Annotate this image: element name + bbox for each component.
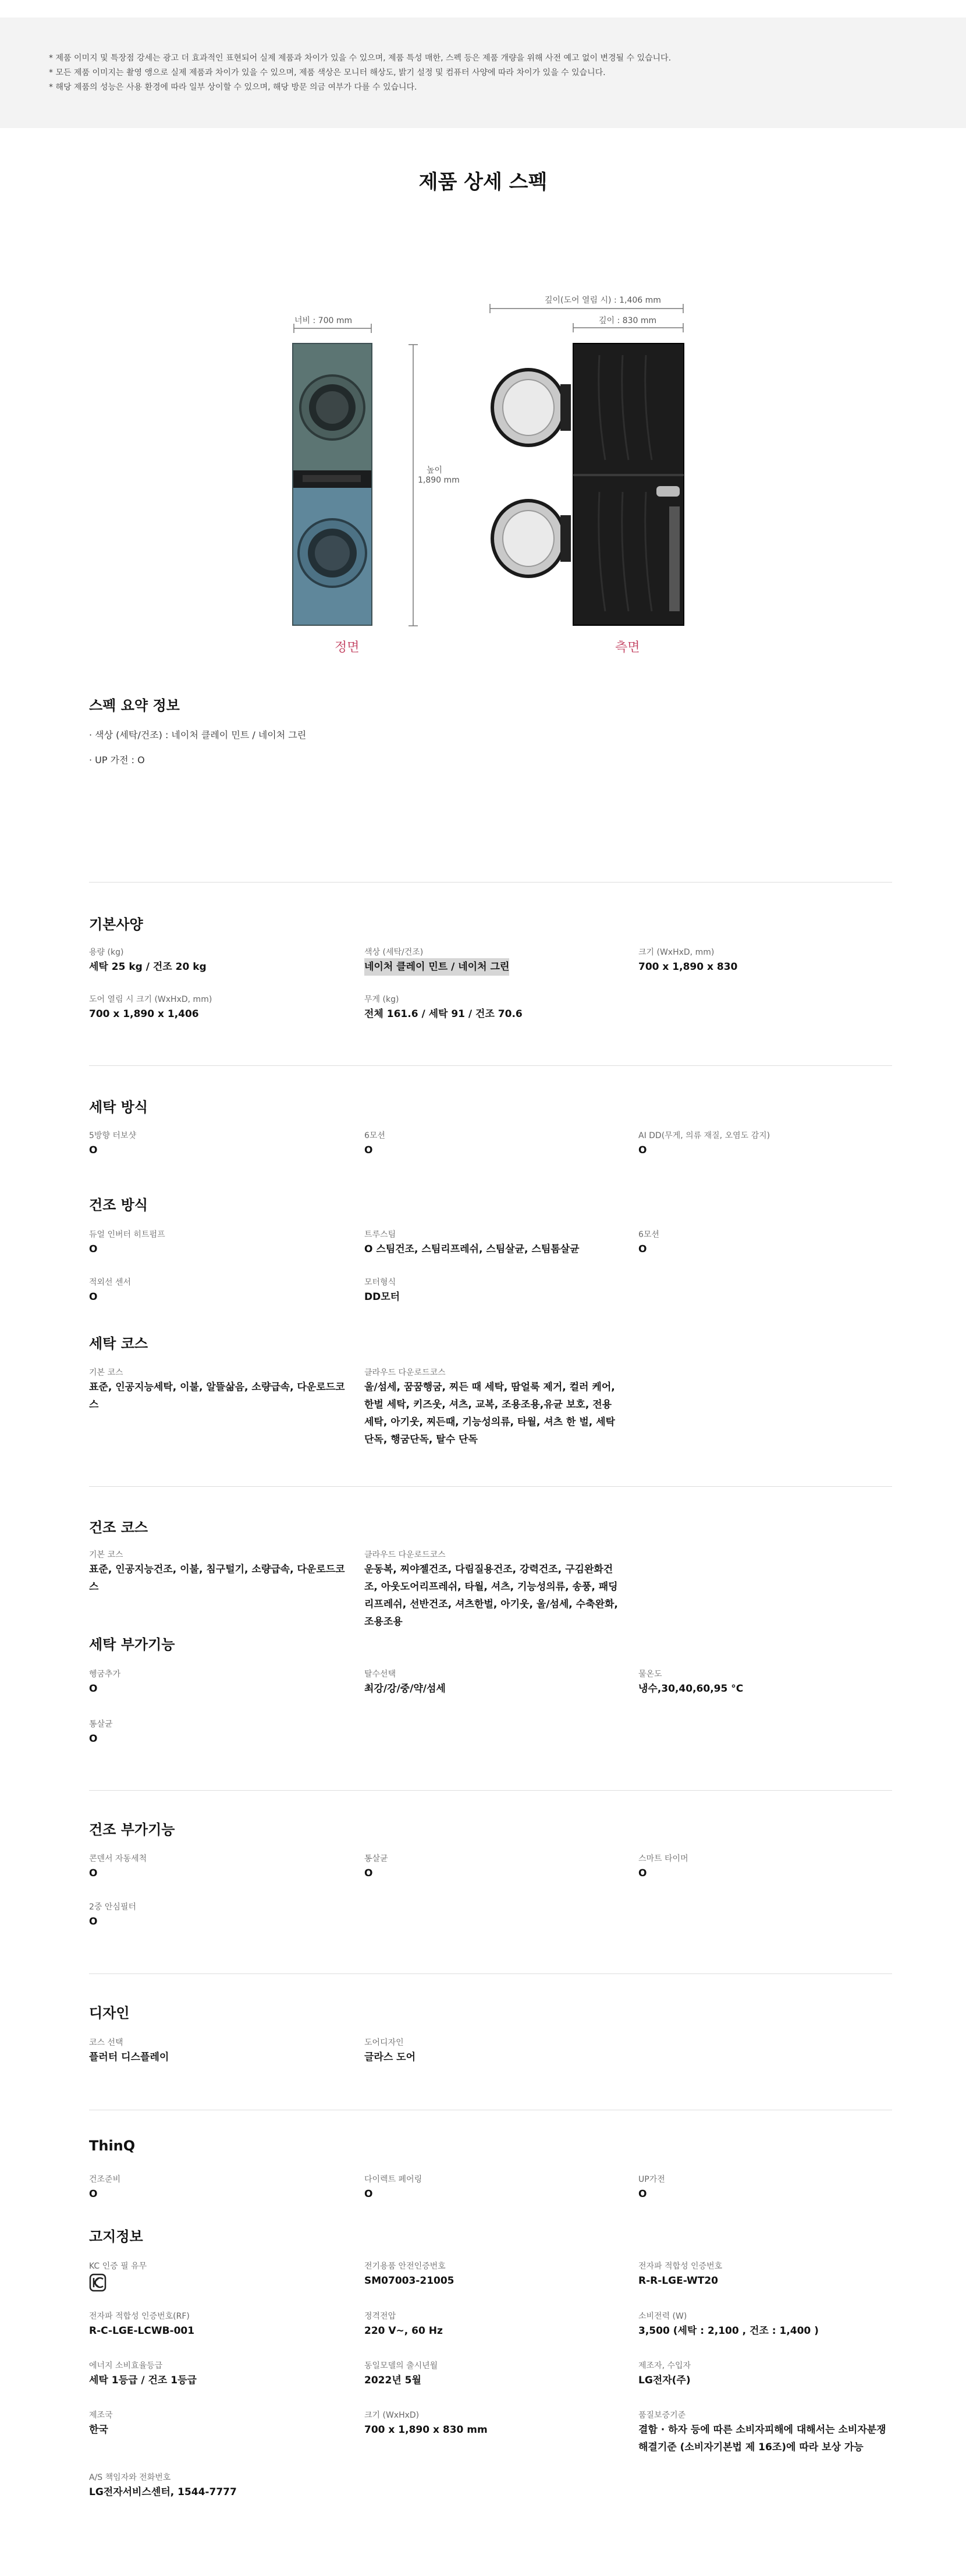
section-title-dry-method: 건조 방식: [89, 1197, 148, 1213]
spec-value: 최강/강/중/약/섬세: [364, 1683, 446, 1695]
section-title-basic-spec: 기본사양: [89, 916, 143, 933]
section-title-notice-info: 고지정보: [89, 2228, 143, 2245]
spec-value: R-C-LGE-LCWB-001: [89, 2325, 195, 2337]
spec-value: 글라스 도어: [364, 2051, 416, 2063]
spec-value: 세탁 25 kg / 건조 20 kg: [89, 961, 207, 973]
spec-label: 클라우드 다운로드코스: [364, 1550, 446, 1560]
spec-label: 스마트 타이머: [638, 1854, 688, 1863]
section-title-wash-method: 세탁 방식: [89, 1099, 148, 1115]
spec-label: 다이렉트 페어링: [364, 2175, 422, 2184]
spec-label: 품질보증기준: [638, 2411, 686, 2420]
spec-label: A/S 책임자와 전화번호: [89, 2473, 171, 2482]
spec-label: 용량 (kg): [89, 948, 124, 957]
height-dimension-value: 1,890 mm: [418, 476, 460, 485]
notice-line: * 해당 제품의 성능은 사용 환경에 따라 일부 상이할 수 있으며, 해당 방문 의금 여부가 다를 수 있습니다.: [49, 83, 417, 92]
section-title-dry-course: 건조 코스: [89, 1519, 148, 1536]
spec-value: 플러터 디스플레이: [89, 2051, 169, 2063]
spec-value: DD모터: [364, 1291, 400, 1303]
spec-value: 운동복, 찌야젤건조, 다림질용건조, 강력건조, 구김완화건조, 아웃도어리프레쉬, 타월, 셔츠, 기능성의류, 송풍, 패딩리프레쉬, 선반건조, 셔츠한벌, 아기웃, 울/섬세, 수축완화, 조용조용: [364, 1564, 618, 1628]
spec-label: 무게 (kg): [364, 995, 399, 1004]
spec-value: O: [89, 1243, 98, 1255]
open-door-bottom: [492, 501, 571, 576]
section-title-wash-extra: 세탁 부가기능: [89, 1636, 175, 1653]
notice-line: * 모든 제품 이미지는 촬영 앵으로 실제 제품과 차이가 있을 수 있으며, 제품 색상은 모니터 해상도, 밝기 설정 및 컴퓨터 사양에 따라 차이가 있을 수 있습니다.: [49, 68, 606, 77]
spec-label: 2중 안심필터: [89, 1902, 136, 1912]
spec-label: 탈수선택: [364, 1670, 396, 1679]
open-door-top: [492, 370, 571, 445]
spec-value-highlighted: 네이처 클레이 민트 / 네이처 그린: [364, 958, 509, 976]
spec-value: 700 x 1,890 x 830 mm: [364, 2424, 488, 2436]
depth-dimension-label: 깊이 : 830 mm: [599, 316, 657, 325]
spec-value: 700 x 1,890 x 1,406: [89, 1008, 199, 1020]
summary-item: · 색상 (세탁/건조) : 네이처 클레이 민트 / 네이처 그린: [89, 729, 307, 740]
spec-value: O: [89, 1733, 98, 1745]
page-title: 제품 상세 스펙: [418, 171, 548, 194]
side-view-label: 측면: [615, 640, 640, 655]
spec-label: 전자파 적합성 인증번호: [638, 2262, 723, 2271]
spec-label: 물온도: [638, 1670, 662, 1679]
spec-label: KC 인증 필 유무: [89, 2262, 147, 2271]
spec-label: 클라우드 다운로드코스: [364, 1368, 446, 1377]
section-divider: [89, 882, 892, 883]
product-dimension-figure: [0, 274, 966, 669]
front-view-product: [293, 343, 372, 625]
spec-value: 표준, 인공지능건조, 이불, 침구털기, 소량급속, 다운로드코스: [89, 1564, 345, 1593]
spec-label: 크기 (WxHxD, mm): [638, 948, 715, 957]
summary-title: 스펙 요약 정보: [89, 697, 180, 714]
spec-value: 700 x 1,890 x 830: [638, 961, 738, 973]
spec-label: 통살균: [364, 1854, 388, 1863]
spec-value: O: [89, 1683, 98, 1695]
spec-value: 냉수,30,40,60,95 °C: [638, 1683, 744, 1695]
spec-value: 2022년 5월: [364, 2375, 421, 2386]
spec-value: 세탁 1등급 / 건조 1등급: [89, 2375, 197, 2386]
spec-value: O: [89, 2188, 98, 2200]
section-title-design: 디자인: [89, 2005, 130, 2021]
spec-value: O: [638, 1868, 647, 1879]
spec-label: 트루스팀: [364, 1230, 396, 1239]
spec-value: O: [89, 1868, 98, 1879]
section-divider: [89, 1486, 892, 1487]
spec-value: LG전자서비스센터, 1544-7777: [89, 2486, 237, 2498]
spec-label: 크기 (WxHxD): [364, 2411, 420, 2420]
spec-label: 소비전력 (W): [638, 2312, 687, 2321]
spec-label: 헹굼추가: [89, 1670, 121, 1679]
spec-label: 통살균: [89, 1720, 113, 1729]
spec-value: O: [89, 1145, 98, 1156]
spec-value: 220 V~, 60 Hz: [364, 2325, 443, 2337]
side-view-product: [573, 343, 684, 625]
spec-value: 울/섬세, 꿈꿈행굼, 찌든 때 세탁, 땀얼룩 제거, 컬러 케어, 한벌 세탁, 키즈웃, 셔츠, 교복, 조용조용,유균 보호, 전용세탁, 아기웃, 찌든때, 기능성의류, 타월, 셔츠 한 벌, 세탁단독, 행굼단독, 탈수 단독: [364, 1381, 615, 1445]
spec-label: 6모션: [364, 1131, 385, 1140]
section-divider: [89, 1973, 892, 1974]
spec-value: O: [89, 1291, 98, 1303]
spec-value: O: [364, 2188, 373, 2200]
section-title-thinq: ThinQ: [89, 2138, 136, 2154]
width-dimension-label: 너비 : 700 mm: [294, 316, 353, 325]
spec-value: O: [638, 1145, 647, 1156]
spec-value: O 스팀건조, 스팀리프레쉬, 스팀살균, 스팀톰살균: [364, 1243, 580, 1255]
spec-label: 기본 코스: [89, 1550, 123, 1560]
spec-label: 동일모델의 출시년월: [364, 2361, 438, 2371]
spec-value: LG전자(주): [638, 2375, 691, 2386]
kc-mark-icon: [89, 2273, 106, 2292]
height-dimension-line: [409, 345, 418, 626]
depth-open-dimension-label: 깊이(도어 열림 시) : 1,406 mm: [545, 296, 661, 305]
spec-label: 색상 (세탁/건조): [364, 948, 424, 957]
spec-label: 코스 선택: [89, 2038, 123, 2047]
spec-value: SM07003-21005: [364, 2275, 454, 2287]
spec-value: O: [638, 2188, 647, 2200]
spec-label: UP가전: [638, 2175, 665, 2184]
spec-label: 전자파 적합성 인증번호(RF): [89, 2312, 190, 2321]
summary-item: · UP 가전 : O: [89, 754, 145, 766]
spec-label: 건조준비: [89, 2175, 121, 2184]
spec-value: O: [364, 1145, 373, 1156]
spec-value: R-R-LGE-WT20: [638, 2275, 718, 2287]
spec-label: 정격전압: [364, 2312, 396, 2321]
section-divider: [89, 1065, 892, 1066]
spec-label: 제조자, 수입자: [638, 2361, 691, 2371]
spec-label: 전기용품 안전인증번호: [364, 2262, 446, 2271]
spec-value: 표준, 인공지능세탁, 이불, 알뜰삶음, 소량급속, 다운로드코스: [89, 1381, 345, 1411]
spec-label: 콘덴서 자동세척: [89, 1854, 147, 1863]
spec-value: O: [364, 1868, 373, 1879]
notice-box: [0, 17, 966, 128]
spec-label: 에너지 소비효율등급: [89, 2361, 163, 2371]
height-dimension-label: 높이: [427, 466, 443, 475]
front-view-label: 정면: [335, 640, 360, 655]
section-title-dry-extra: 건조 부가기능: [89, 1822, 175, 1838]
spec-label: 기본 코스: [89, 1368, 123, 1377]
spec-label: AI DD(무게, 의류 재질, 오염도 감지): [638, 1131, 770, 1140]
spec-label: 도어 열림 시 크기 (WxHxD, mm): [89, 995, 212, 1004]
spec-label: 6모션: [638, 1230, 659, 1239]
spec-label: 적외선 센서: [89, 1278, 132, 1287]
spec-label: 듀얼 인버터 히트펌프: [89, 1230, 165, 1239]
spec-value: 전체 161.6 / 세탁 91 / 건조 70.6: [364, 1008, 523, 1020]
spec-value: 결함 · 하자 등에 따른 소비자피해에 대해서는 소비자분쟁해결기준 (소비자기본법 제 16조)에 따라 보상 가능: [638, 2424, 886, 2453]
spec-value: 3,500 (세탁 : 2,100 , 건조 : 1,400 ): [638, 2325, 819, 2337]
notice-line: * 제품 이미지 및 특장점 강세는 광고 더 효과적인 표현되어 실제 제품과 차이가 있을 수 있으며, 제품 특성 매한, 스펙 등은 제품 개량을 위해 사전 예고 없이 변경될 수 있습니다.: [49, 54, 672, 63]
spec-label: 5방향 터보샷: [89, 1131, 136, 1140]
section-title-wash-course: 세탁 코스: [89, 1335, 148, 1352]
spec-value: O: [638, 1243, 647, 1255]
spec-value: 한국: [89, 2424, 108, 2436]
spec-value: O: [89, 1916, 98, 1927]
section-divider: [89, 1790, 892, 1791]
spec-label: 도어디자인: [364, 2038, 404, 2047]
spec-label: 제조국: [89, 2411, 113, 2420]
spec-label: 모터형식: [364, 1278, 396, 1287]
